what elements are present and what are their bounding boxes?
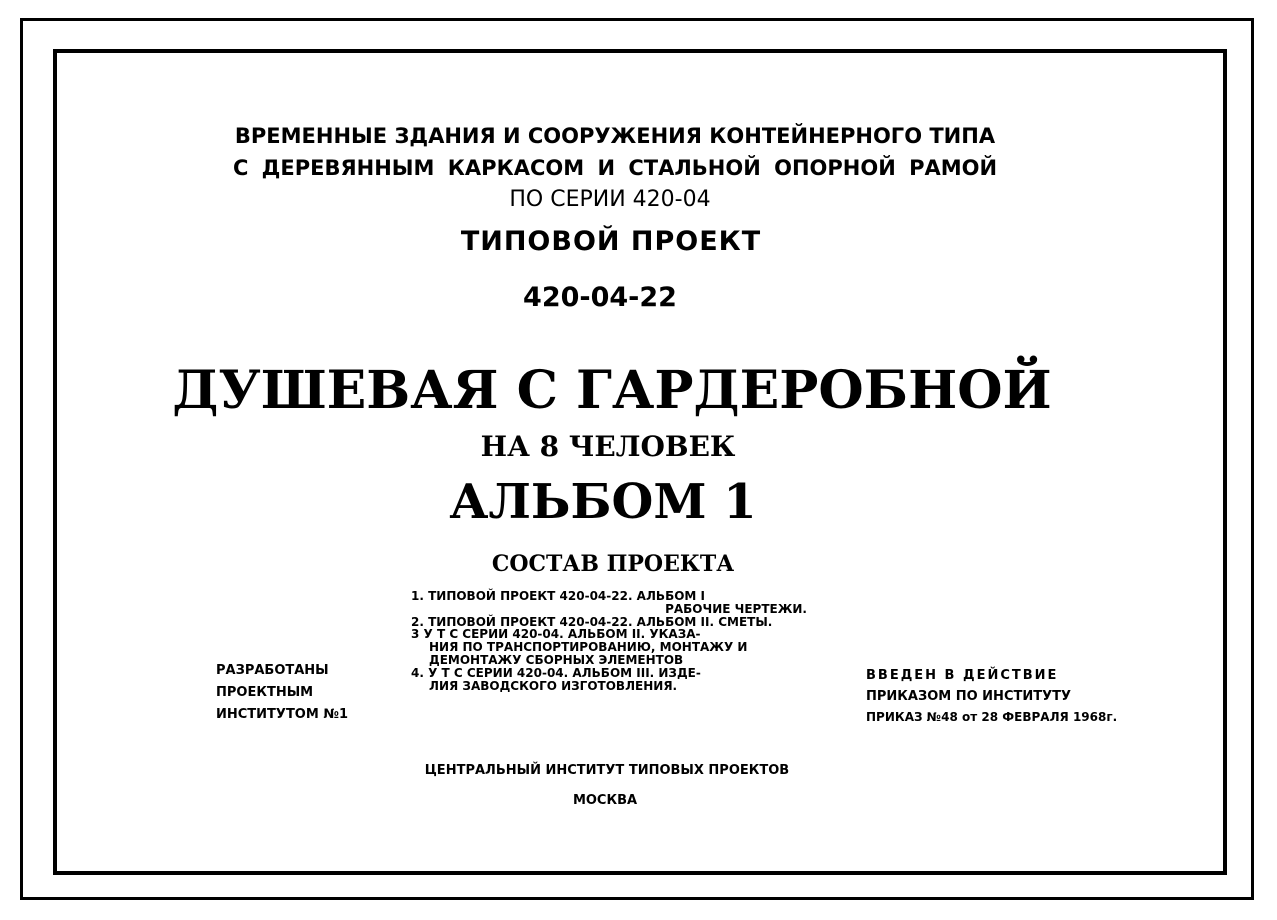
enactment-line: ПРИКАЗОМ ПО ИНСТИТУТУ [866, 689, 1072, 704]
enactment-line: ВВЕДЕН В ДЕЙСТВИЕ [866, 668, 1059, 683]
document-subtitle: НА 8 ЧЕЛОВЕК [480, 430, 736, 463]
project-number: 420-04-22 [523, 282, 677, 313]
enactment-block [866, 665, 1117, 728]
contents-line: 4. У Т С СЕРИИ 420-04. АЛЬБОМ III. ИЗДЕ- [411, 665, 701, 680]
footer-city: МОСКВА [572, 793, 638, 808]
contents-line: 1. ТИПОВОЙ ПРОЕКТ 420-04-22. АЛЬБОМ I [411, 589, 706, 603]
header-line-2: С ДЕРЕВЯННЫМ КАРКАСОМ И СТАЛЬНОЙ ОПОРНОЙ РАМОЙ [232, 156, 998, 180]
developer-block [216, 660, 348, 726]
header-line-1: ВРЕМЕННЫЕ ЗДАНИЯ И СООРУЖЕНИЯ КОНТЕЙНЕРНОГО ТИПА [234, 124, 996, 148]
contents-line: 3 У Т С СЕРИИ 420-04. АЛЬБОМ II. УКАЗА- [411, 627, 701, 642]
footer-institute: ЦЕНТРАЛЬНЫЙ ИНСТИТУТ ТИПОВЫХ ПРОЕКТОВ [424, 763, 790, 778]
contents-list [411, 590, 811, 692]
contents-line: НИЯ ПО ТРАНСПОРТИРОВАНИЮ, МОНТАЖУ И [429, 640, 748, 655]
contents-heading: СОСТАВ ПРОЕКТА [491, 551, 735, 577]
contents-line: 2. ТИПОВОЙ ПРОЕКТ 420-04-22. АЛЬБОМ II. СМЕТЫ. [411, 614, 773, 629]
header-series: ПО СЕРИИ 420-04 [509, 187, 711, 212]
album-number: АЛЬБОМ 1 [449, 474, 757, 530]
contents-line: ЛИЯ ЗАВОДСКОГО ИЗГОТОВЛЕНИЯ. [429, 678, 678, 693]
developer-line: РАЗРАБОТАНЫ [216, 663, 329, 678]
contents-line: ДЕМОНТАЖУ СБОРНЫХ ЭЛЕМЕНТОВ [429, 652, 684, 667]
enactment-line: ПРИКАЗ №48 от 28 ФЕВРАЛЯ 1968г. [866, 710, 1118, 724]
document-title: ДУШЕВАЯ С ГАРДЕРОБНОЙ [172, 360, 1052, 421]
header-project-type: ТИПОВОЙ ПРОЕКТ [460, 226, 762, 257]
contents-line: РАБОЧИЕ ЧЕРТЕЖИ. [665, 601, 807, 616]
developer-line: ИНСТИТУТОМ №1 [216, 707, 349, 722]
developer-line: ПРОЕКТНЫМ [216, 685, 314, 700]
